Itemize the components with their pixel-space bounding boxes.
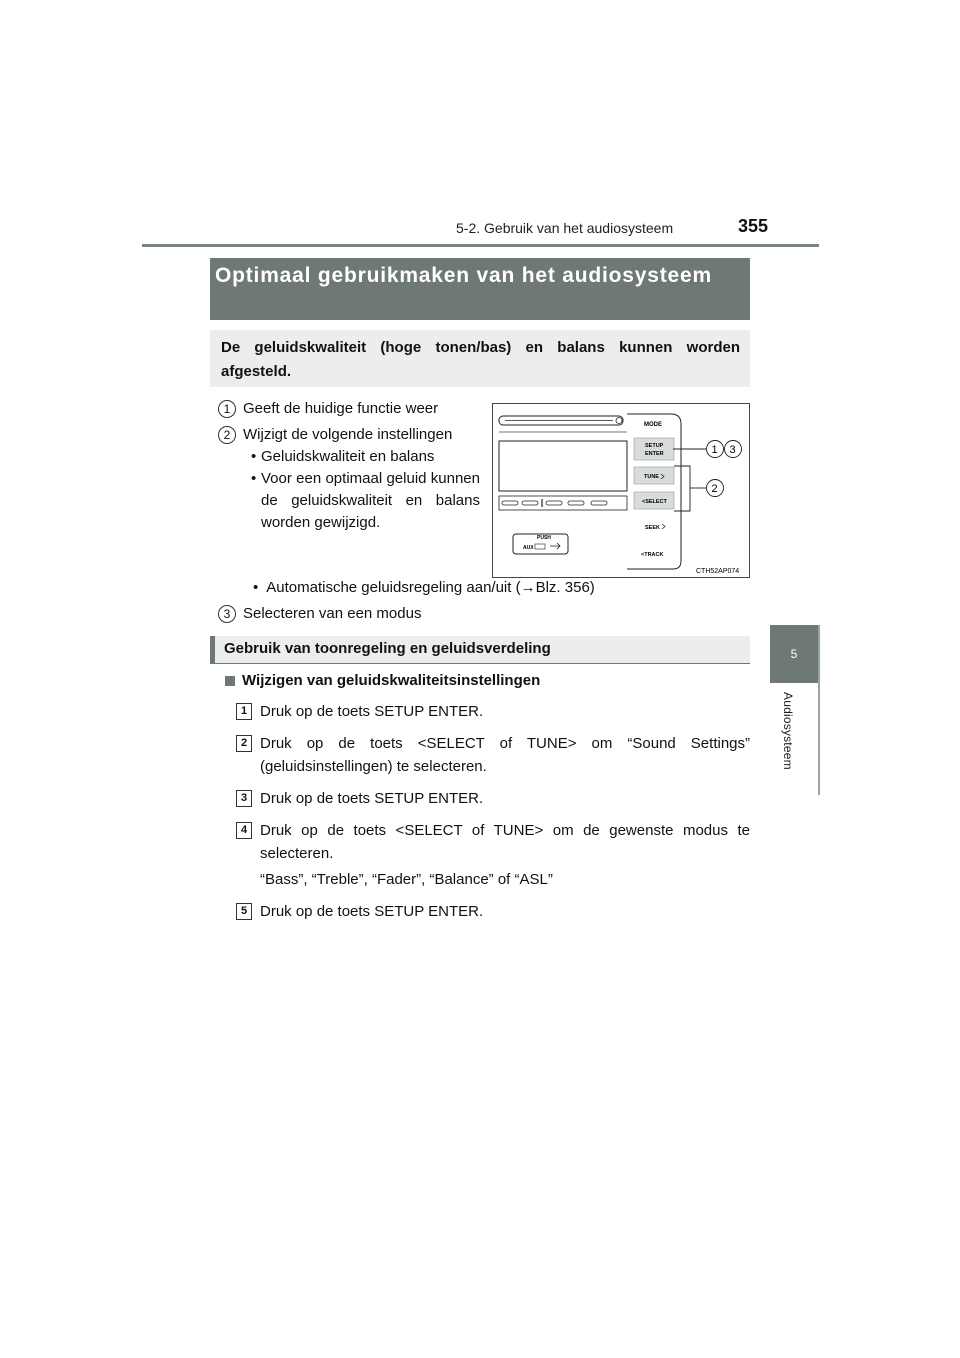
step-text: Druk op de toets SETUP ENTER. <box>260 790 484 807</box>
sub-heading: Wijzigen van geluidskwaliteitsinstellingen <box>225 671 540 691</box>
page-title: Optimaal gebruikmaken van het audiosysteem <box>210 258 750 320</box>
header-divider <box>142 244 819 247</box>
step-number: 2 <box>236 735 252 752</box>
square-bullet-icon <box>225 676 235 686</box>
chapter-number: 5 <box>790 647 798 661</box>
step-text: Druk op de toets SETUP ENTER. <box>260 903 484 920</box>
step-number: 3 <box>236 790 252 807</box>
svg-text:2: 2 <box>711 483 718 495</box>
chapter-label: Audiosysteem <box>781 692 795 770</box>
item-text: Geeft de huidige functie weer <box>243 400 439 417</box>
chevron-right-icon <box>662 524 665 529</box>
mode-button[interactable]: MODE <box>644 422 662 428</box>
svg-text:1: 1 <box>711 444 718 456</box>
section-heading: Gebruik van toonregeling en geluidsverdeling <box>210 636 750 664</box>
bullet-item: • Geluidskwaliteit en balans <box>251 448 435 465</box>
step-item <box>236 732 750 778</box>
step-number: 4 <box>236 822 252 839</box>
track-button[interactable]: <TRACK <box>641 552 664 558</box>
enter-label: ENTER <box>645 451 664 457</box>
intro-text: De geluidskwaliteit (hoge tonen/bas) en balans kunnen worden afgesteld. <box>210 330 750 387</box>
page-link[interactable]: Blz. 356) <box>535 579 595 596</box>
step-item <box>236 900 750 923</box>
select-label: <SELECT <box>642 499 667 505</box>
audio-unit-drawing <box>493 404 749 577</box>
step-number: 1 <box>236 703 252 720</box>
modes-note: “Bass”, “Treble”, “Fader”, “Balance” of “ASL” <box>260 871 553 888</box>
setup-label: SETUP <box>645 443 664 449</box>
step-text: Druk op de toets <SELECT of TUNE> om de gewenste modus te selecteren. <box>260 822 750 862</box>
step-text: Druk op de toets <SELECT of TUNE> om “Sound Settings” (geluidsinstellingen) te selecteren. <box>260 735 750 775</box>
item-number: 2 <box>218 426 236 444</box>
item-number: 1 <box>218 400 236 418</box>
item-number: 3 <box>218 605 236 623</box>
bullet-item: • Automatische geluidsregeling aan/uit (→Blz. 356) <box>253 579 595 596</box>
page-number: 355 <box>738 216 769 236</box>
item-text: Selecteren van een modus <box>243 605 422 622</box>
seek-button[interactable]: SEEK <box>645 525 660 531</box>
step-item <box>236 787 750 810</box>
section-title: 5-2. Gebruik van het audiosysteem <box>456 220 674 236</box>
tune-label: TUNE <box>644 474 659 480</box>
settings-bullets <box>253 446 480 534</box>
push-label: PUSH <box>537 535 551 541</box>
list-item <box>218 603 421 625</box>
step-number: 5 <box>236 903 252 920</box>
step-item <box>236 700 750 723</box>
figure-code: CTH52AP074 <box>696 568 740 575</box>
side-divider <box>818 625 820 795</box>
list-item <box>218 398 438 420</box>
step-item <box>236 819 750 865</box>
chapter-tab[interactable] <box>770 625 818 683</box>
audio-unit-illustration <box>492 403 750 578</box>
svg-text:3: 3 <box>729 444 736 456</box>
bullet-item: • Voor een optimaal geluid kunnen de geluidskwaliteit en balans worden gewijzigd. <box>251 470 480 531</box>
list-item <box>218 424 452 446</box>
item-text: Wijzigt de volgende instellingen <box>243 426 453 443</box>
aux-label: AUX <box>523 545 534 551</box>
step-text: Druk op de toets SETUP ENTER. <box>260 703 484 720</box>
arrow-icon: → <box>520 579 536 596</box>
